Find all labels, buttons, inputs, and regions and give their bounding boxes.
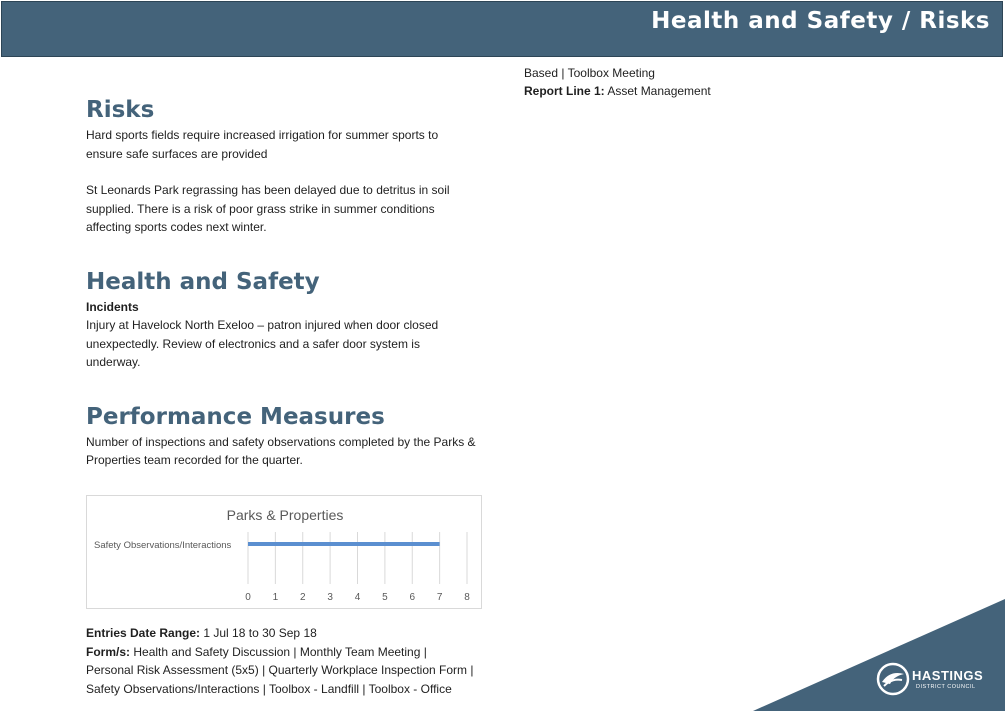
report-line-value: Asset Management	[604, 84, 711, 98]
risks-paragraph-1	[86, 126, 486, 163]
logo-icon	[876, 662, 910, 696]
risks-p1-line: ensure safe surfaces are provided	[86, 146, 268, 161]
chart-title: Parks & Properties	[226, 507, 344, 523]
risks-paragraph-2	[86, 181, 486, 237]
incidents-line: unexpectedly. Review of electronics and a safer door system is	[86, 336, 420, 351]
chart-canvas	[87, 496, 483, 610]
forms-line-1	[86, 643, 516, 662]
date-range	[86, 624, 516, 643]
chart-tick-label: 8	[464, 592, 470, 603]
chart-tick-label: 5	[382, 592, 388, 603]
health-safety-heading: Health and Safety	[86, 268, 320, 295]
report-line	[524, 82, 964, 100]
risks-p2-line: supplied. There is a risk of poor grass strike in summer conditions	[86, 201, 435, 216]
forms-line-3: Safety Observations/Interactions | Toolbox - Landfill | Toolbox - Office	[86, 681, 452, 696]
risks-p1-line: Hard sports fields require increased irrigation for summer sports to	[86, 128, 439, 142]
chart-tick-label: 7	[436, 592, 443, 603]
parks-properties-chart	[86, 495, 482, 609]
report-line-label: Report Line 1:	[524, 84, 605, 98]
hastings-logo	[876, 662, 988, 696]
forms-label: Form/s:	[86, 644, 131, 659]
logo-name: HASTINGS	[912, 668, 984, 683]
risks-p2-line: affecting sports codes next winter.	[86, 220, 267, 234]
logo-subtitle: DISTRICT COUNCIL	[916, 684, 976, 690]
performance-line: Number of inspections and safety observations completed by the Parks &	[86, 434, 476, 449]
chart-bar	[248, 542, 440, 546]
risks-p2-line: St Leonards Park regrassing has been delayed due to detritus in soil	[86, 183, 450, 197]
incidents-line: underway.	[86, 355, 141, 369]
incidents-subheading: Incidents	[86, 299, 139, 314]
chart-tick-label: 0	[245, 592, 251, 603]
date-range-value: 1 Jul 18 to 30 Sep 18	[200, 626, 317, 640]
chart-tick-label: 4	[354, 592, 361, 603]
forms-line-2: Personal Risk Assessment (5x5) | Quarterly Workplace Inspection Form |	[86, 663, 474, 677]
page-title: Health and Safety / Risks	[651, 8, 990, 34]
chart-tick-label: 1	[272, 592, 279, 603]
performance-heading: Performance Measures	[86, 403, 385, 430]
chart-tick-label: 2	[299, 592, 306, 603]
page-header	[1, 1, 1003, 57]
forms-value: Health and Safety Discussion | Monthly Team Meeting |	[130, 644, 427, 659]
chart-tick-label: 3	[327, 592, 333, 603]
performance-line: Properties team recorded for the quarter.	[86, 453, 303, 467]
incidents-paragraph	[86, 316, 486, 372]
risks-heading: Risks	[86, 97, 155, 123]
performance-paragraph	[86, 433, 486, 470]
date-range-label: Entries Date Range:	[86, 626, 201, 640]
entries-continued	[524, 64, 964, 100]
left-column	[86, 94, 486, 470]
chart-category-label: Safety Observations/Interactions	[94, 540, 232, 551]
incidents-line: Injury at Havelock North Exeloo – patron injured when door closed	[86, 318, 439, 332]
chart-tick-label: 6	[409, 592, 416, 603]
forms-continued-line: Based | Toolbox Meeting	[524, 66, 655, 80]
entries-block	[86, 624, 516, 698]
